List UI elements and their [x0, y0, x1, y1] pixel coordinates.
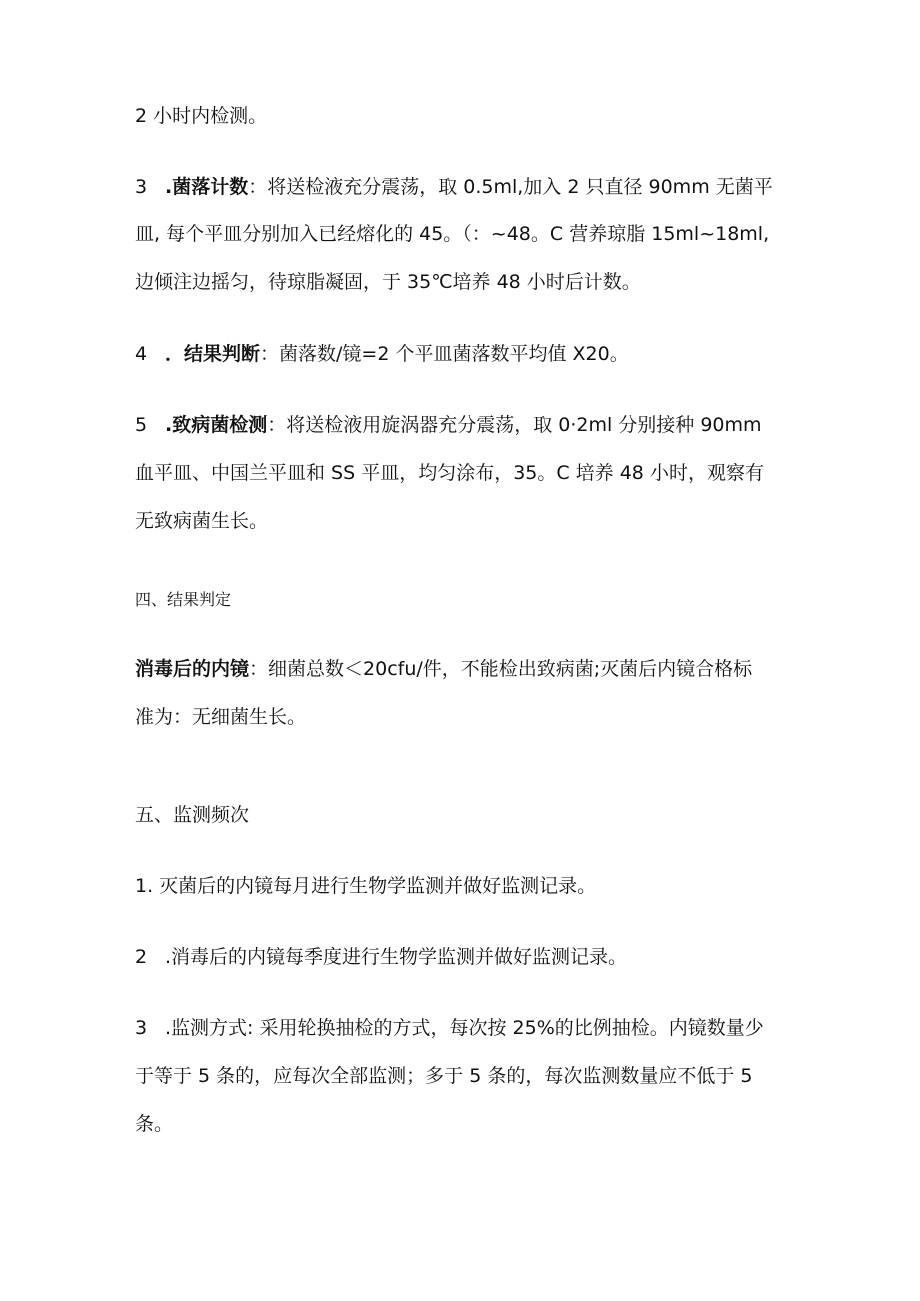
item-number: 3 — [135, 1017, 148, 1039]
section-5-line-3 — [135, 509, 795, 533]
item-heading: ．结果判断 — [165, 343, 261, 365]
text: 条。 — [135, 1113, 174, 1135]
frequency-item-2 — [135, 945, 795, 969]
text: .消毒后的内镜每季度进行生物学监测并做好监测记录。 — [165, 946, 628, 968]
section-title-results — [135, 588, 795, 612]
text: 无致病菌生长。 — [135, 510, 269, 532]
item-number: 4 — [135, 343, 148, 365]
text: ：细菌总数＜20cfu/件，不能检出致病菌;灭菌后内镜合格标 — [249, 658, 753, 680]
judgement-line-2 — [135, 705, 795, 729]
text: 2 小时内检测。 — [135, 105, 268, 127]
text: 准为：无细菌生长。 — [135, 706, 307, 728]
frequency-item-1 — [135, 874, 795, 898]
section-5-line-1 — [135, 413, 795, 437]
text: 边倾注边摇匀，待琼脂凝固，于 35℃培养 48 小时后计数。 — [135, 271, 641, 293]
frequency-item-3-line-1 — [135, 1016, 795, 1040]
item-heading: 消毒后的内镜 — [135, 658, 250, 680]
item-number: 5 — [135, 414, 148, 436]
text: ：将送检液用旋涡器充分震荡，取 0·2ml 分别接种 90mm — [267, 414, 762, 436]
text: .监测方式: 采用轮换抽检的方式，每次按 25%的比例抽检。内镜数量少 — [165, 1017, 764, 1039]
text: 于等于 5 条的，应每次全部监测；多于 5 条的，每次监测数量应不低于 5 — [135, 1065, 753, 1087]
item-number: 2 — [135, 946, 148, 968]
text: 皿, 每个平皿分别加入已经熔化的 45。（：~48。C 营养琼脂 15ml~18ml, — [135, 223, 770, 245]
section-3-line-2 — [135, 222, 795, 246]
section-title-frequency — [135, 803, 795, 827]
text: 1. 灭菌后的内镜每月进行生物学监测并做好监测记录。 — [135, 875, 597, 897]
frequency-item-3-line-3 — [135, 1112, 795, 1136]
judgement-line-1 — [135, 657, 795, 681]
text-line — [135, 104, 795, 128]
heading: 五、监测频次 — [135, 804, 250, 826]
text: ：将送检液充分震荡，取 0.5ml,加入 2 只直径 90mm 无菌平 — [248, 176, 773, 198]
item-heading: .菌落计数 — [165, 176, 249, 198]
section-3-line-3 — [135, 270, 795, 294]
section-4-line-1 — [135, 342, 795, 366]
item-number: 3 — [135, 176, 148, 198]
section-3-line-1 — [135, 175, 795, 199]
text: ：菌落数/镜=2 个平皿菌落数平均值 X20。 — [260, 343, 629, 365]
frequency-item-3-line-2 — [135, 1064, 795, 1088]
section-5-line-2 — [135, 461, 795, 485]
heading: 四、结果判定 — [135, 590, 232, 609]
text: 血平皿、中国兰平皿和 SS 平皿，均匀涂布，35。C 培养 48 小时，观察有 — [135, 462, 764, 484]
item-heading: .致病菌检测 — [165, 414, 268, 436]
